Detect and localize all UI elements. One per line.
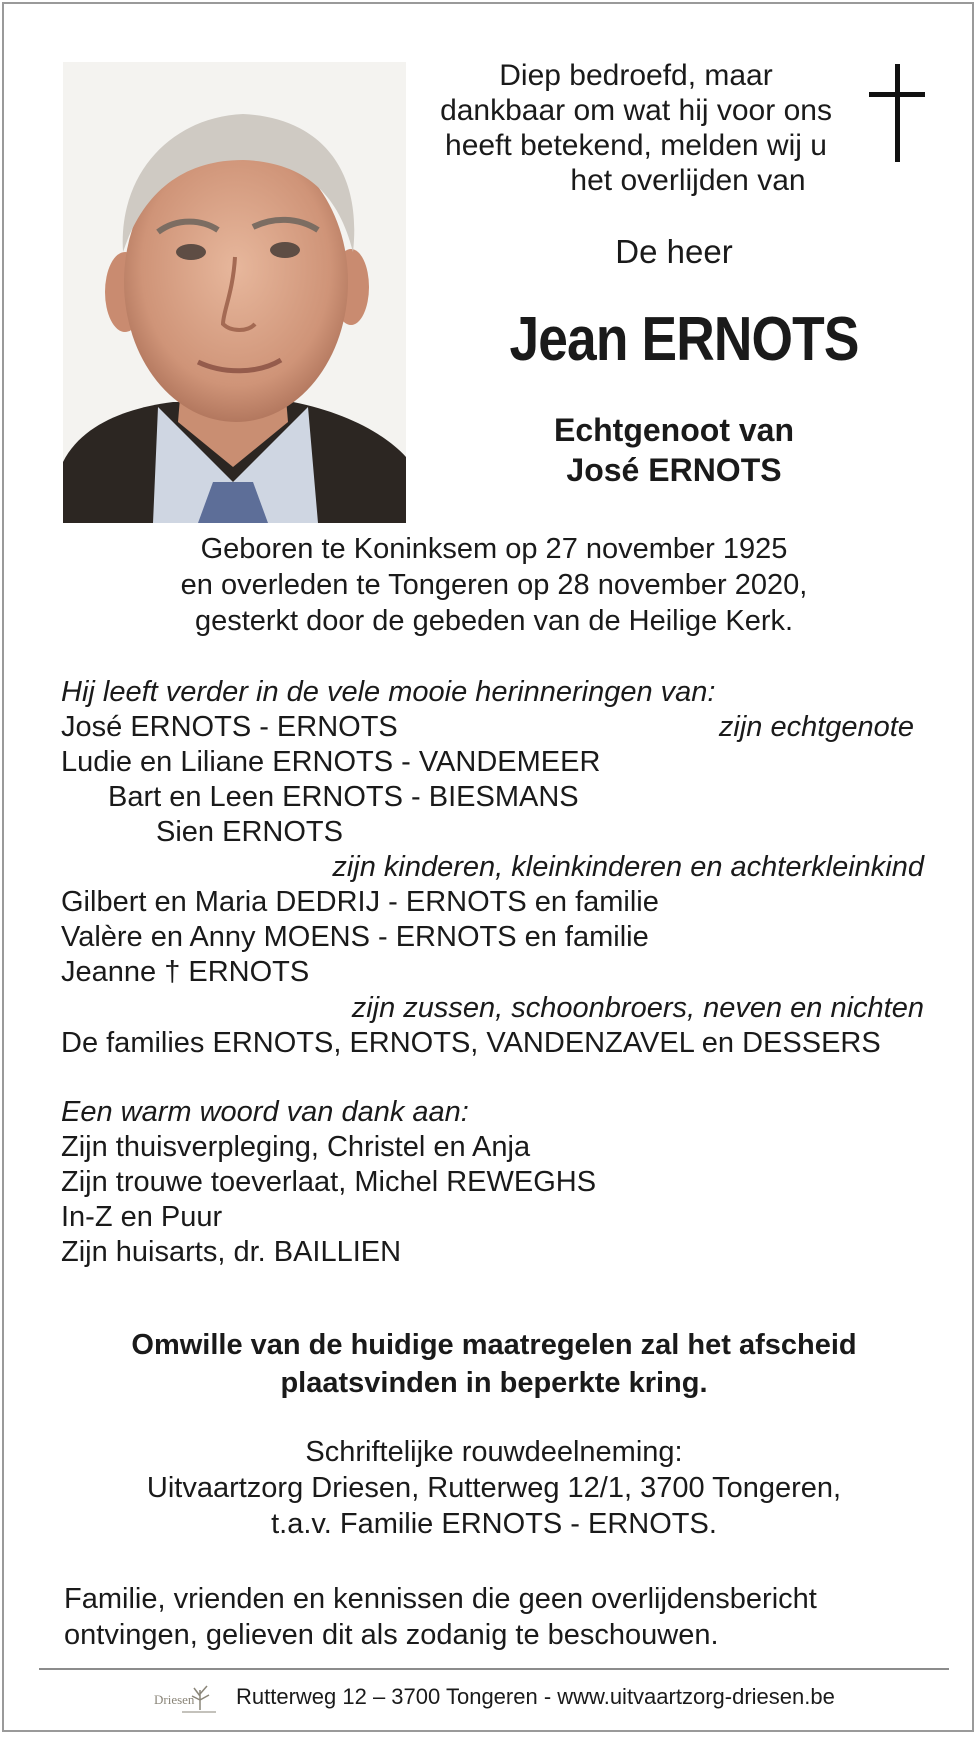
intro-line-3: heeft betekend, melden wij u <box>445 129 827 162</box>
condolence-address <box>64 1434 924 1542</box>
closing-note <box>64 1581 944 1653</box>
thanks-item-3: In-Z en Puur <box>61 1201 223 1233</box>
family-greatgrandchild-1: Sien ERNOTS <box>156 816 343 848</box>
thanks-item-2: Zijn trouwe toeverlaat, Michel REWEGHS <box>61 1166 597 1198</box>
closing-line-2: ontvingen, gelieven dit als zodanig te beschouwen. <box>64 1619 719 1651</box>
notice-line-1: Omwille van de huidige maatregelen zal het afscheid <box>131 1329 857 1361</box>
logo-text: Driesen <box>154 1692 195 1707</box>
closing-line-1: Familie, vrienden en kennissen die geen overlijdensbericht <box>64 1583 817 1615</box>
family-sibling-3: Jeanne † ERNOTS <box>61 956 310 988</box>
funeral-home-logo <box>152 1676 222 1720</box>
obituary-card <box>2 2 974 1732</box>
intro-line-2: dankbaar om wat hij voor ons <box>440 94 832 127</box>
deceased-name: Jean ERNOTS <box>509 305 859 374</box>
thanks-item-1: Zijn thuisverpleging, Christel en Anja <box>61 1131 531 1163</box>
family-sibling-2: Valère en Anny MOENS - ERNOTS en familie <box>61 921 649 953</box>
family-children-role: zijn kinderen, kleinkinderen en achterkleinkind <box>332 851 924 883</box>
footer-divider <box>39 1668 949 1670</box>
condolence-line-1: Schriftelijke rouwdeelneming: <box>305 1436 683 1468</box>
cross-icon <box>869 64 929 164</box>
ceremony-notice <box>64 1326 924 1402</box>
spouse-label: Echtgenoot van <box>553 412 794 448</box>
birth-line-3: gesterkt door de gebeden van de Heilige Kerk. <box>194 605 794 637</box>
intro-text <box>420 58 852 198</box>
intro-line-1: Diep bedroefd, maar <box>499 59 773 92</box>
family-spouse-role: zijn echtgenote <box>718 711 914 743</box>
family-sibling-1: Gilbert en Maria DEDRIJ - ERNOTS en familie <box>61 886 659 918</box>
thanks-item-4: Zijn huisarts, dr. BAILLIEN <box>61 1236 402 1268</box>
footer-contact: Rutterweg 12 – 3700 Tongeren - www.uitvaartzorg-driesen.be <box>236 1684 835 1709</box>
condolence-line-2: Uitvaartzorg Driesen, Rutterweg 12/1, 3700 Tongeren, <box>146 1472 842 1504</box>
intro-line-4: het overlijden van <box>570 164 806 197</box>
honorific: De heer <box>615 233 733 270</box>
family-siblings-role: zijn zussen, schoonbroers, neven en nichten <box>351 992 924 1024</box>
birth-death-info <box>64 531 924 639</box>
spouse-block <box>484 410 864 490</box>
family-families: De families ERNOTS, ERNOTS, VANDENZAVEL en DESSERS <box>61 1027 881 1059</box>
notice-line-2: plaatsvinden in beperkte kring. <box>280 1367 708 1399</box>
condolence-line-3: t.a.v. Familie ERNOTS - ERNOTS. <box>271 1508 717 1540</box>
portrait-photo <box>63 62 406 523</box>
birth-line-1: Geboren te Koninksem op 27 november 1925 <box>200 533 788 565</box>
family-child-1: Ludie en Liliane ERNOTS - VANDEMEER <box>61 746 601 778</box>
family-spouse: José ERNOTS - ERNOTS <box>61 711 398 743</box>
birth-line-2: en overleden te Tongeren op 28 november 2020, <box>180 569 808 601</box>
family-heading: Hij leeft verder in de vele mooie herinneringen van: <box>61 676 716 708</box>
thanks-heading: Een warm woord van dank aan: <box>61 1096 469 1128</box>
spouse-name: José ERNOTS <box>566 452 782 488</box>
family-grandchild-1: Bart en Leen ERNOTS - BIESMANS <box>108 781 579 813</box>
